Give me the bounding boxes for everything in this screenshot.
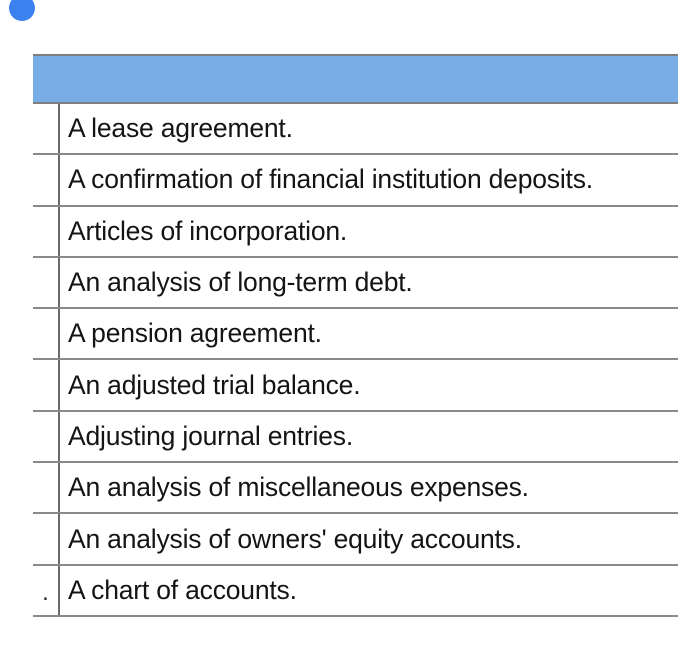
row-text: A pension agreement. [68,318,322,349]
row-text: A lease agreement. [68,113,293,144]
table-row [33,207,678,258]
row-text: An adjusted trial balance. [68,369,361,400]
row-answer-cell[interactable] [33,309,60,358]
table-row [33,360,678,411]
documents-table [33,54,678,617]
row-text: Adjusting journal entries. [68,420,353,451]
row-answer-cell[interactable] [33,514,60,563]
row-answer-cell[interactable] [33,463,60,512]
row-answer-cell[interactable] [33,207,60,256]
row-text: An analysis of miscellaneous expenses. [68,472,529,503]
row-text: An analysis of long-term debt. [68,267,413,298]
row-text: A chart of accounts. [68,574,297,605]
table-row [33,514,678,565]
table-header [33,54,678,104]
row-answer-cell[interactable] [33,412,60,461]
table-row [33,309,678,360]
table-row [33,566,678,617]
row-answer-cell[interactable] [33,360,60,409]
table-row [33,412,678,463]
blue-dot-indicator [9,0,35,21]
table-row [33,155,678,206]
table-row [33,104,678,155]
row-answer-cell[interactable] [33,104,60,153]
row-text: Articles of incorporation. [68,215,348,246]
table-row [33,463,678,514]
row-text: An analysis of owners' equity accounts. [68,523,522,554]
row-answer-cell[interactable]: . [33,566,60,615]
row-text: A confirmation of financial institution deposits. [68,164,593,195]
row-answer-cell[interactable] [33,155,60,204]
table-row [33,258,678,309]
row-answer-cell[interactable] [33,258,60,307]
